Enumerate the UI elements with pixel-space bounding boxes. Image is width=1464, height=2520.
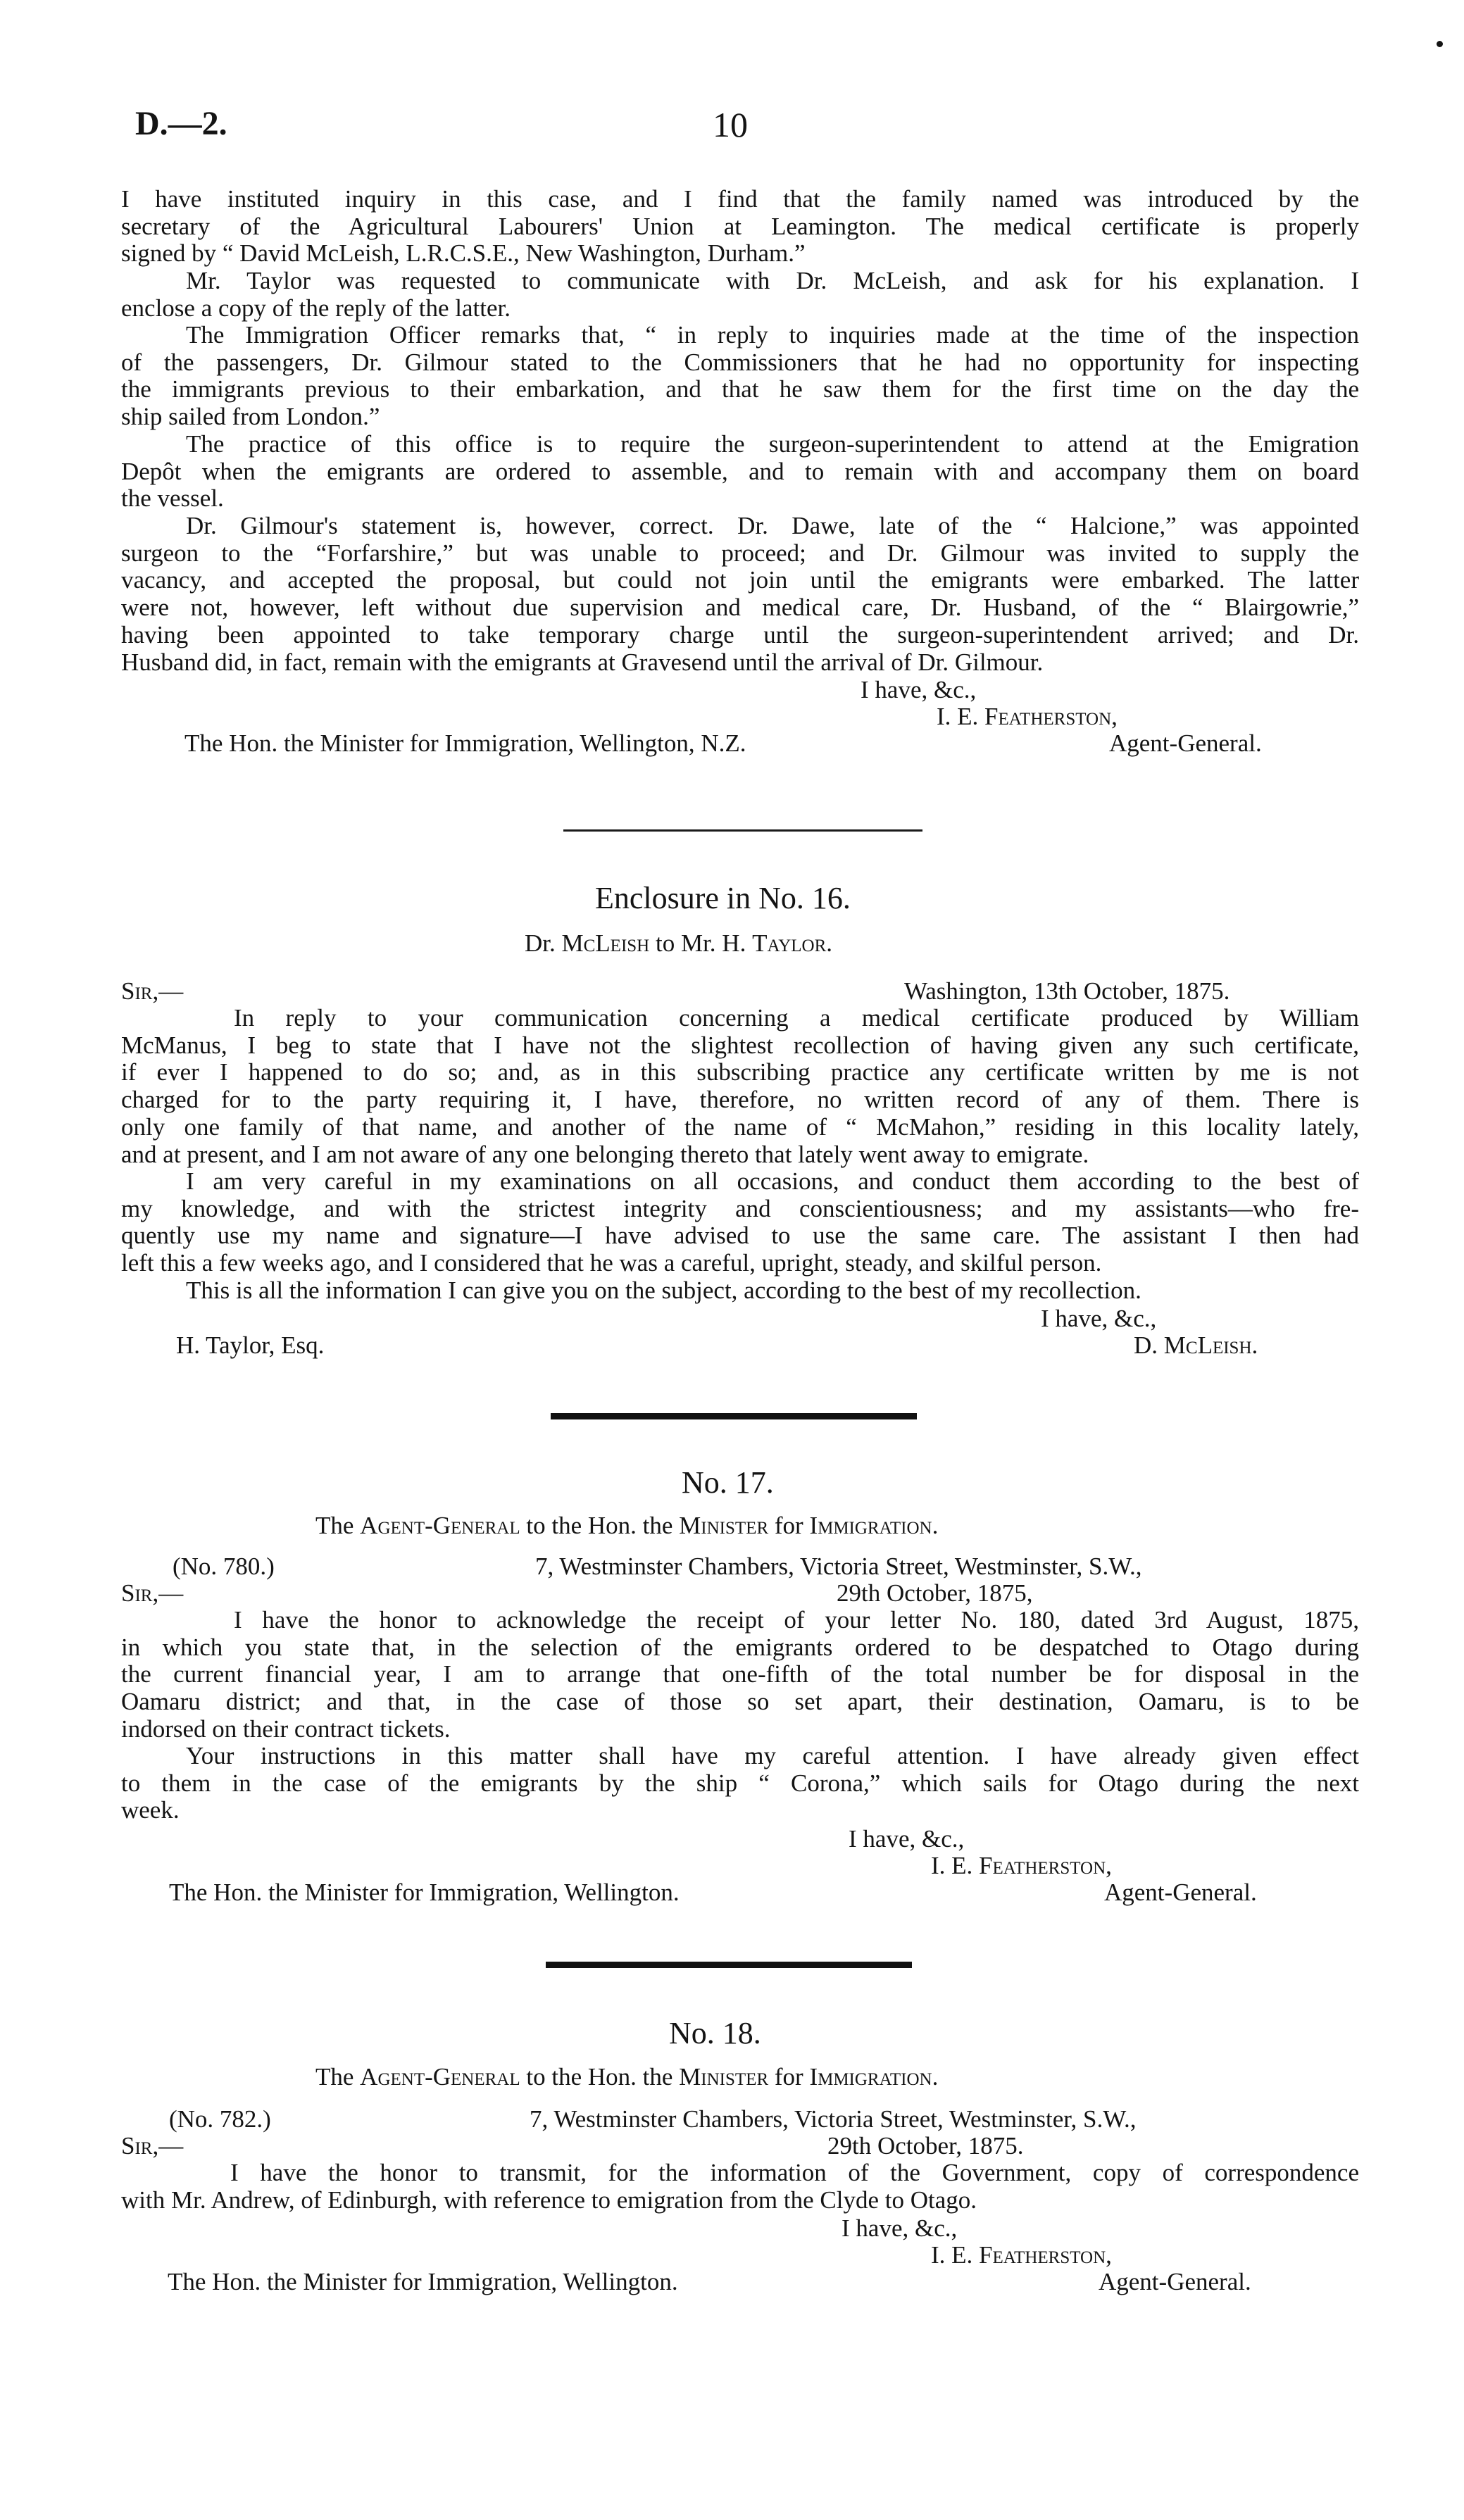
document-reference: D.—2. (135, 105, 227, 142)
no18-date: 29th October, 1875. (827, 2132, 1024, 2159)
no17-reference: (No. 780.) (173, 1553, 275, 1580)
no18-salutation: Sir,— (121, 2132, 184, 2159)
text-line: Mr. Taylor was requested to communicate with Dr. McLeish, and ask for his explanation. I (186, 267, 1359, 294)
text-line: the current financial year, I am to arrange that one-fifth of the total number be for disposal in the (121, 1660, 1359, 1688)
enclosure-heading: Enclosure in No. 16. (595, 881, 851, 915)
text-line: charged for to the party requiring it, I have, therefore, no written record of any of them. There is (121, 1086, 1359, 1114)
corner-dot (1437, 41, 1443, 47)
no17-paragraph-2 (121, 1743, 1359, 1824)
s1-title: Agent-General. (1109, 729, 1262, 757)
text-line: Dr. Gilmour's statement is, however, correct. Dr. Dawe, late of the “ Halcione,” was appointed (186, 512, 1359, 539)
text-line: and at present, and I am not aware of any one belonging thereto that lately went away to emigrate. (121, 1140, 1089, 1168)
no18-addressee: The Hon. the Minister for Immigration, Wellington. (168, 2268, 678, 2295)
s1-paragraph-2 (121, 268, 1359, 322)
text-line: my knowledge, and with the strictest integrity and conscientiousness; and my assistants—who fre- (121, 1194, 1359, 1222)
no17-closing: I have, &c., (849, 1825, 965, 1853)
text-line: only one family of that name, and another of the name of “ McMahon,” residing in this locality lately, (121, 1112, 1359, 1141)
enclosure-signature: D. McLeish. (1134, 1331, 1258, 1359)
no17-subheading: The Agent-General to the Hon. the Minister for Immigration. (315, 1512, 939, 1539)
text-line: surgeon to the “Forfarshire,” but was unable to proceed; and Dr. Gilmour was invited to supply the (121, 539, 1359, 567)
text-line: the vessel. (121, 484, 224, 513)
enclosure-paragraph-3 (121, 1277, 1359, 1305)
text-line: of the passengers, Dr. Gilmour stated to the Commissioners that he had no opportunity for inspecting (121, 348, 1359, 376)
text-line: the immigrants previous to their embarkation, and that he saw them for the first time on the day the (121, 375, 1359, 403)
enclosure-subheading: Dr. McLeish to Mr. H. Taylor. (525, 929, 833, 957)
text-line: I have the honor to transmit, for the information of the Government, copy of correspondence (230, 2159, 1359, 2186)
text-line: left this a few weeks ago, and I considered that he was a careful, upright, steady, and skilful person. (121, 1249, 1102, 1277)
enclosure-salutation: Sir,— (121, 977, 184, 1005)
text-line: in which you state that, in the selection of the emigrants ordered to be despatched to Otago during (121, 1633, 1359, 1661)
s1-signature: I. E. Featherston, (937, 703, 1118, 730)
text-line: quently use my name and signature—I have advised to use the same care. The assistant I then had (121, 1222, 1359, 1250)
enclosure-paragraph-2 (121, 1168, 1359, 1277)
no17-heading: No. 17. (682, 1465, 774, 1500)
no17-title: Agent-General. (1104, 1879, 1257, 1906)
no18-subheading: The Agent-General to the Hon. the Minister for Immigration. (315, 2063, 939, 2090)
enclosure-closing: I have, &c., (1041, 1305, 1157, 1332)
text-line: I have instituted inquiry in this case, and I find that the family named was introduced by the (121, 185, 1359, 213)
text-line: having been appointed to take temporary charge until the surgeon-superintendent arrived; and Dr. (121, 620, 1359, 648)
text-line: In reply to your communication concerning a medical certificate produced by William (234, 1004, 1359, 1032)
text-line: Your instructions in this matter shall have my careful attention. I have already given effect (186, 1742, 1359, 1769)
text-line: The Immigration Officer remarks that, “ in reply to inquiries made at the time of the inspection (186, 321, 1359, 349)
text-line: secretary of the Agricultural Labourers' Union at Leamington. The medical certificate is properly (121, 212, 1359, 240)
text-line: vacancy, and accepted the proposal, but could not join until the emigrants were embarked. The latter (121, 566, 1359, 594)
text-line: indorsed on their contract tickets. (121, 1715, 451, 1743)
text-line: Depôt when the emigrants are ordered to assemble, and to remain with and accompany them on board (121, 457, 1359, 485)
no17-date: 29th October, 1875, (837, 1579, 1033, 1607)
text-line: McManus, I beg to state that I have not the slightest recollection of having given any such certificate, (121, 1031, 1359, 1059)
text-line: signed by “ David McLeish, L.R.C.S.E., New Washington, Durham.” (121, 239, 806, 268)
enclosure-place-date: Washington, 13th October, 1875. (904, 977, 1230, 1005)
text-line: I am very careful in my examinations on all occasions, and conduct them according to the best of (186, 1167, 1359, 1195)
no18-closing: I have, &c., (842, 2214, 958, 2242)
no17-salutation: Sir,— (121, 1579, 184, 1607)
text-line: ship sailed from London.” (121, 403, 380, 431)
text-line: I have the honor to acknowledge the receipt of your letter No. 180, dated 3rd August, 1875, (234, 1606, 1359, 1634)
text-line: This is all the information I can give you on the subject, according to the best of my recollection. (186, 1277, 1141, 1304)
text-line: to them in the case of the emigrants by the ship “ Corona,” which sails for Otago during the next (121, 1769, 1359, 1797)
text-line: enclose a copy of the reply of the latter. (121, 294, 511, 322)
text-line: if ever I happened to do so; and, as in this subscribing practice any certificate written by me is not (121, 1058, 1359, 1086)
s1-closing: I have, &c., (861, 676, 977, 703)
s1-paragraph-4 (121, 431, 1359, 513)
s1-paragraph-5 (121, 513, 1359, 676)
divider-thick-2 (546, 1962, 912, 1968)
page-number: 10 (713, 105, 748, 144)
text-line: Oamaru district; and that, in the case of those so set apart, their destination, Oamaru, is to be (121, 1688, 1359, 1716)
text-line: The practice of this office is to require the surgeon-superintendent to attend at the Emigration (186, 430, 1359, 458)
no18-paragraph-1 (121, 2159, 1359, 2214)
text-line: were not, however, left without due supervision and medical care, Dr. Husband, of the “ Blairgowrie,” (121, 594, 1359, 622)
divider-thick-1 (551, 1413, 917, 1419)
enclosure-paragraph-1 (121, 1005, 1359, 1168)
no17-paragraph-1 (121, 1607, 1359, 1743)
no17-address: 7, Westminster Chambers, Victoria Street, Westminster, S.W., (535, 1553, 1142, 1580)
no18-address: 7, Westminster Chambers, Victoria Street, Westminster, S.W., (530, 2105, 1137, 2133)
no18-heading: No. 18. (669, 2016, 761, 2050)
s1-paragraph-3 (121, 322, 1359, 431)
no17-addressee: The Hon. the Minister for Immigration, Wellington. (169, 1879, 680, 1906)
text-line: with Mr. Andrew, of Edinburgh, with reference to emigration from the Clyde to Otago. (121, 2186, 977, 2214)
text-line: Husband did, in fact, remain with the emigrants at Gravesend until the arrival of Dr. Gilmour. (121, 648, 1044, 676)
enclosure-addressee: H. Taylor, Esq. (176, 1331, 325, 1359)
s1-addressee: The Hon. the Minister for Immigration, Wellington, N.Z. (184, 729, 746, 757)
no18-signature: I. E. Featherston, (931, 2241, 1112, 2269)
no17-signature: I. E. Featherston, (931, 1852, 1112, 1879)
divider-thin (563, 829, 922, 832)
no18-title: Agent-General. (1099, 2268, 1251, 2295)
no18-reference: (No. 782.) (169, 2105, 271, 2133)
s1-paragraph-1 (121, 186, 1359, 268)
text-line: week. (121, 1796, 180, 1824)
